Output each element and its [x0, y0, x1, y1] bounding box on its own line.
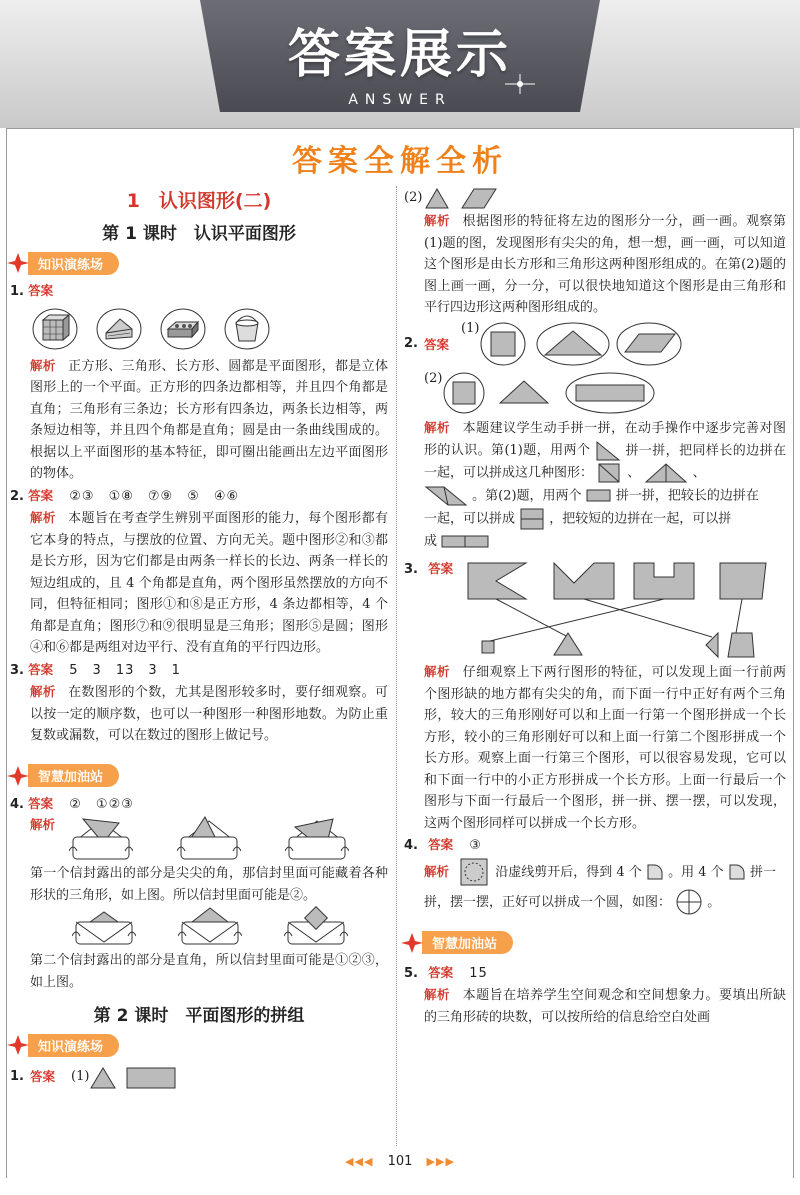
page-number	[0, 1154, 800, 1169]
right-column	[404, 186, 786, 1028]
q1-objects	[10, 307, 388, 353]
lesson-1-title: 第 1 课时 认识平面图形	[102, 224, 296, 244]
analysis-text: 本题旨在考查学生辨别平面图形的能力，每个图形都有它本身的特点，与摆放的位置、方向无关。题中图形②和③都是长方形，因为它们都是由两条一样长的长边、两条一样长的短边组成的，且 4 个角都是直角，两个图形虽然摆放的方向不同，但特征相同；图形①和⑧是正方形，4 条边都相等，4 个角都是直角；图形⑦和⑨很明显是三角形；图形⑤是圆；图形④和⑥都是两组对边平行、没有直角的平行四边形。	[30, 511, 388, 655]
sub-label: (1)	[461, 320, 480, 336]
analysis-label: 解析	[424, 213, 450, 228]
analysis-label: 解析	[30, 684, 56, 699]
analysis-text: 在数图形的个数，尤其是图形较多时，要仔细观察。可以按一定的顺序数，也可以一种图形一种图形地数。为防止重复数或漏数，可以在数过的图形上做记号。	[30, 685, 388, 743]
cake-object-icon	[96, 307, 142, 351]
analysis-text: 成	[424, 534, 438, 549]
q1-analysis	[10, 355, 388, 485]
banner-title: 答案展示	[287, 25, 512, 85]
analysis-text: 根据图形的特征将左边的图形分一分，画一画。观察第(1)题的图，发现图形有尖尖的角，想一想，画一画，可以知道这个图形是由长方形和三角形这两种图形组成的。在第(2)题的图上画一画，分一分，可以很快地知道这个图形是由三角形和平行四边形这两种图形组成的。	[424, 214, 786, 315]
sub-label: (1)	[71, 1069, 90, 1085]
question-number: 4.	[10, 796, 24, 812]
question-number: 4.	[404, 838, 418, 853]
analysis-label: 解析	[424, 419, 450, 435]
q4-analysis-2: 第二个信封露出的部分是直角，所以信封里面可能是①②③，如上图。	[30, 953, 388, 990]
analysis-text: 沿虚线剪开后，得到 4 个	[495, 864, 642, 880]
triangle-parallelogram-shapes	[422, 186, 512, 210]
page-number-text: 101	[387, 1154, 413, 1169]
analysis-text: 拼，摆一摆，正好可以拼成一个圆，如图：	[424, 894, 672, 910]
section-wisdom-2	[404, 930, 786, 956]
analysis-text: ，把较短的边拼在一起，可以拼	[549, 511, 732, 527]
analysis-text: 一起，可以拼成	[424, 511, 516, 527]
lesson2-question-5	[404, 962, 786, 985]
answer-label: 答案	[428, 837, 454, 852]
answer-text: ② ①②③	[69, 796, 134, 812]
box-object-icon	[160, 307, 206, 351]
rectangle-icon	[586, 488, 612, 504]
parallelogram-combined-icon	[424, 485, 468, 507]
analysis-text: 正方形、三角形、长方形、圆都是平面图形，都是立体图形上的一个平面。正方形的四条边都相等，并且四个角都是直角；三角形有三条边；长方形有四条边，两条长边相等，两条短边相等，并且四个角都是直角；圆是由一条曲线围成的。根据以上平面图形的基本特征，即可圈出能画出左边平面图形的物体。	[30, 358, 388, 481]
envelope-triangle-icon	[285, 815, 349, 863]
answer-label: 答案	[29, 1069, 55, 1085]
answer-label: 答案	[428, 964, 454, 980]
question-2	[10, 485, 388, 508]
section-practice	[10, 250, 388, 276]
lesson2-q2-part2	[404, 371, 786, 415]
column-divider	[396, 186, 397, 1146]
analysis-text: 仔细观察上下两行图形的特征，可以发现上面一行前两个图形缺的地方都有尖尖的角，而下面一行中正好有两个三角形，较大的三角形刚好可以和上面一行第一个图形拼成一个长方形，较小的三角形刚好可以和上面一行第二个图形拼成一个长方形。观察上面一行第三个图形，可以很容易发现，它可以和下面一行中的小正方形拼成一个长方形。上面一行最后一个图形与下面一行最后一个图形，拼一拼、摆一摆，可以发现，这两个图形同样可以拼成一个长方形。	[424, 665, 786, 831]
lesson2-q3-analysis	[404, 661, 786, 834]
lesson2-question-2	[404, 321, 786, 367]
analysis-text: 本题旨在培养学生空间观念和空间想象力。要填出所缺的三角形砖的块数，可以按所给的信息给空白处画	[424, 988, 786, 1025]
analysis-label: 解析	[424, 664, 450, 679]
lesson2-q2-analysis	[404, 417, 786, 554]
lesson-2-title: 第 2 课时 平面图形的拼组	[93, 1006, 305, 1026]
answer-text: ②③ ①⑧ ⑦⑨ ⑤ ④⑥	[69, 488, 240, 504]
analysis-text: 拼一拼，把较长的边拼在	[615, 488, 759, 503]
section-practice-2	[10, 1032, 388, 1058]
question-number: 1.	[10, 1069, 24, 1085]
section-label: 知识演练场	[28, 1034, 119, 1057]
analysis-label: 解析	[30, 357, 56, 373]
triangle-combined-icon	[644, 462, 688, 484]
question-1	[10, 280, 388, 303]
lesson2-question-4	[404, 834, 786, 857]
question-number: 3.	[404, 562, 418, 577]
question-number: 3.	[10, 662, 24, 678]
envelope-triangle-icon	[69, 815, 133, 863]
envelope-right-angle-icon	[178, 906, 242, 950]
quarter-circle-icon	[646, 863, 664, 881]
question-3	[10, 659, 388, 682]
matching-shapes-diagram	[464, 559, 784, 659]
square-with-diagonal-icon	[597, 462, 623, 484]
lesson2-q1-part2	[404, 186, 786, 210]
answer-label: 答案	[28, 795, 54, 811]
question-number: 5.	[404, 965, 418, 981]
section-label: 智慧加油站	[28, 764, 119, 787]
q2-analysis	[10, 507, 388, 659]
analysis-text: 本题建议学生动手拼一拼，在动手操作中逐步完善对图形的认识。第(1)题，用两个	[424, 420, 786, 458]
answer-label: 答案	[423, 336, 449, 352]
sparkle-icon	[6, 1033, 32, 1057]
unit-title: 1 认识图形(二)	[126, 190, 272, 212]
stacked-rectangles-icon	[519, 507, 545, 531]
q4-analysis-1: 第一个信封露出的部分是尖尖的角，那信封里面可能藏着各种形状的三角形，如上图。所以信封里面可能是②。	[30, 866, 388, 903]
dashed-square-icon	[459, 857, 491, 887]
lesson2-question-1	[10, 1064, 388, 1090]
question-4	[10, 793, 388, 816]
section-label: 智慧加油站	[422, 931, 513, 954]
sparkle-icon	[6, 764, 32, 788]
bucket-object-icon	[224, 307, 270, 351]
lesson2-q1-analysis	[404, 210, 786, 319]
analysis-text: 、	[627, 465, 641, 481]
triangle-rectangle-shapes	[89, 1064, 179, 1090]
main-title: 答案全解全析	[292, 144, 508, 179]
answer-label: 答案	[428, 561, 454, 576]
question-number: 2.	[10, 488, 24, 504]
circle-cross-icon	[675, 888, 703, 916]
answer-text: 15	[469, 965, 488, 981]
answer-label: 答案	[28, 283, 54, 298]
analysis-label: 解析	[424, 863, 450, 879]
banner-subtitle: ANSWER	[348, 92, 452, 108]
question-number: 1.	[10, 284, 24, 299]
analysis-text: 。用 4 个	[668, 864, 724, 880]
answer-label: 答案	[28, 487, 54, 503]
answer-text: 5 3 13 3 1	[69, 662, 181, 678]
section-wisdom	[10, 763, 388, 789]
lesson2-question-3	[404, 559, 786, 659]
envelope-right-angle-icon	[284, 906, 348, 950]
sparkle-icon	[400, 931, 426, 955]
analysis-text: 拼一拼，把同样长的边拼在一起，可以拼成这几种图形：	[424, 443, 786, 481]
answer-label: 答案	[28, 661, 54, 677]
side-by-side-rectangles-icon	[441, 534, 491, 550]
envelope-right-angle-icon	[72, 906, 136, 950]
q4-envelopes-row-2	[10, 906, 388, 950]
prev-arrows: ◀◀◀	[345, 1155, 374, 1168]
answer-text: ③	[469, 838, 482, 853]
lesson2-q5-analysis	[404, 984, 786, 1028]
envelope-triangle-icon	[177, 815, 241, 863]
shapes-in-circles	[479, 321, 689, 367]
shapes-in-circles-2	[442, 371, 682, 415]
analysis-label: 解析	[424, 987, 450, 1002]
analysis-text: 拼一	[749, 864, 776, 880]
q4-envelopes-row-1	[10, 815, 388, 863]
lesson2-q4-analysis	[404, 857, 786, 918]
left-column	[10, 180, 388, 1090]
analysis-text: 、	[692, 465, 706, 481]
analysis-label: 解析	[30, 817, 56, 832]
analysis-text: 。第(2)题，用两个	[472, 488, 582, 503]
header-banner	[0, 0, 800, 130]
q3-analysis	[10, 681, 388, 747]
section-label: 知识演练场	[28, 252, 119, 275]
quarter-circle-icon	[728, 863, 746, 881]
sub-label: (2)	[404, 190, 423, 206]
sparkle-icon	[6, 251, 32, 275]
cube-object-icon	[32, 307, 78, 351]
analysis-label: 解析	[30, 510, 56, 525]
right-triangle-icon	[595, 440, 621, 462]
question-number: 2.	[404, 336, 418, 351]
next-arrows: ▶▶▶	[426, 1155, 455, 1168]
analysis-text: 。	[707, 894, 721, 910]
sub-label: (2)	[424, 370, 443, 386]
